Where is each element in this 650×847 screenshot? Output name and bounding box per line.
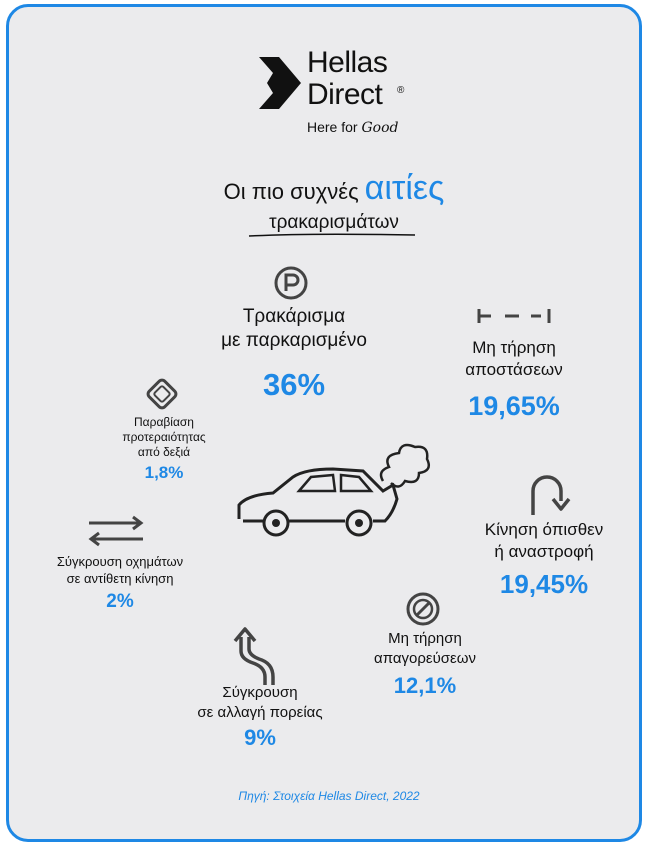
- cause-uturn-label-line1: Κίνηση όπισθεν: [484, 520, 604, 539]
- opposite-arrows-icon: [85, 515, 147, 547]
- cause-lanechange-label-line1: Σύγκρουση: [222, 684, 298, 701]
- source-note: Πηγή: Στοιχεία Hellas Direct, 2022: [238, 789, 420, 803]
- cause-distance-label: [429, 337, 599, 381]
- parking-icon: [273, 265, 309, 301]
- cause-noentry-label-line2: απαγορεύσεων: [374, 650, 476, 667]
- cause-opposite-label-line2: σε αντίθετη κίνηση: [66, 571, 174, 586]
- cause-priority-label-line3: από δεξιά: [137, 445, 191, 459]
- cause-uturn-label-line2: ή αναστροφή: [494, 542, 594, 561]
- registered-mark: ®: [397, 85, 405, 96]
- cause-opposite-value: 2%: [106, 591, 134, 612]
- cause-opposite-label-line1: Σύγκρουση οχημάτων: [56, 554, 184, 569]
- cause-priority-label: [109, 415, 219, 460]
- cause-priority-label-line2: προτεραιότητας: [122, 430, 206, 444]
- headline: [159, 169, 509, 234]
- cause-distance-value: 19,65%: [468, 391, 560, 421]
- brand-tagline: [307, 119, 398, 136]
- priority-sign-icon: [143, 375, 181, 413]
- brand-name-line1: Hellas: [307, 46, 388, 79]
- u-turn-icon: [525, 471, 571, 517]
- lane-change-icon: [223, 621, 281, 687]
- cause-lanechange-label: [175, 683, 345, 723]
- cause-priority-value: 1,8%: [144, 463, 184, 482]
- cause-noentry-label: [345, 629, 505, 669]
- cause-noentry-label-line1: Μη τήρηση: [388, 630, 462, 647]
- cause-lanechange-value: 9%: [244, 725, 276, 750]
- cause-distance-label-line2: αποστάσεων: [465, 360, 563, 379]
- cause-uturn-value: 19,45%: [499, 569, 589, 599]
- no-entry-icon: [405, 591, 441, 627]
- headline-prefix: Οι πιο συχνές: [223, 179, 359, 204]
- cause-parking-label: [179, 305, 409, 353]
- brand-name: [307, 46, 405, 111]
- cause-parking-value: 36%: [262, 367, 326, 402]
- cause-noentry-value: 12,1%: [393, 673, 457, 698]
- cause-opposite-label: [35, 553, 205, 587]
- distance-icon: [475, 305, 553, 327]
- brand-name-line2: Direct: [307, 78, 383, 111]
- headline-accent: αιτίες: [364, 169, 445, 207]
- tagline-prefix: Here for: [307, 119, 358, 135]
- tagline-script: Good: [361, 120, 399, 136]
- broken-car-icon: [233, 441, 433, 541]
- cause-uturn-label: [459, 519, 629, 563]
- headline-underline: [247, 231, 417, 239]
- cause-lanechange-label-line2: σε αλλαγή πορείας: [197, 704, 323, 721]
- cause-parking-label-line1: Τρακάρισμα: [242, 306, 346, 327]
- cause-priority-label-line1: Παραβίαση: [134, 415, 194, 429]
- hellas-direct-logo-icon: [257, 55, 303, 111]
- cause-distance-label-line1: Μη τήρηση: [472, 338, 556, 357]
- cause-parking-label-line2: με παρκαρισμένο: [221, 330, 367, 351]
- headline-line2: τρακαρισμάτων: [269, 212, 399, 233]
- infographic-frame: [6, 4, 642, 842]
